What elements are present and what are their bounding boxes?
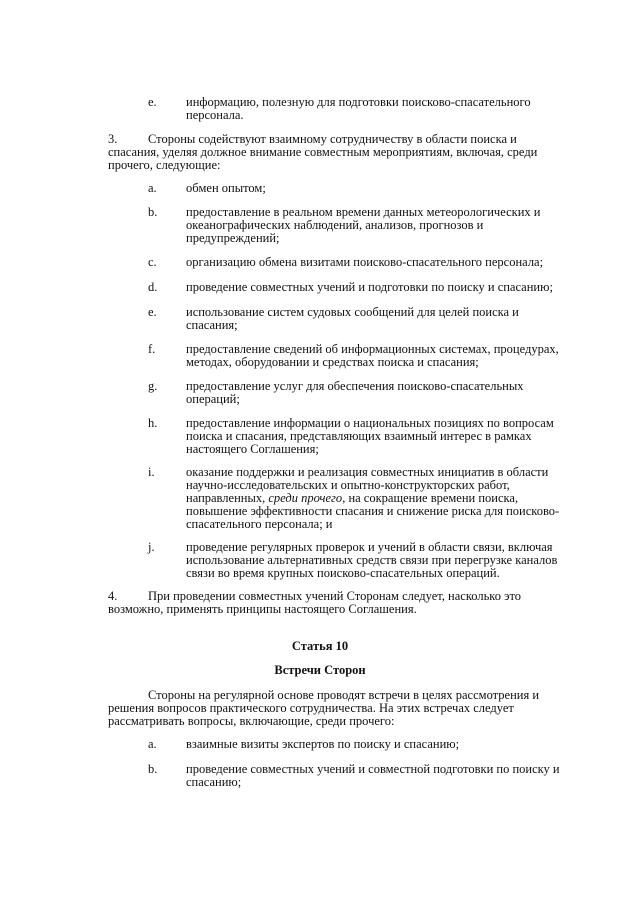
paragraph-number: 3. [108, 132, 118, 146]
list-item-text [186, 417, 571, 456]
text-line: спасания, уделяя должное внимание совместным мероприятиям, включая, среди [108, 145, 538, 159]
list-item-letter: h. [148, 416, 158, 430]
list-item-letter: d. [148, 280, 158, 294]
text-line: прочего, следующие: [108, 158, 221, 172]
text-line: предоставление информации о национальных позициях по вопросам [186, 416, 554, 430]
paragraph-lead-line: При проведении совместных учений Сторонам следует, насколько это [148, 589, 522, 603]
list-item-text [186, 256, 571, 269]
list-item-letter: a. [148, 181, 157, 195]
list-item-letter: c. [148, 255, 157, 269]
text-line: оказание поддержки и реализация совместных инициатив в области [186, 465, 549, 479]
paragraph-body [108, 603, 558, 616]
article-number: Статья 10 [291, 639, 349, 653]
list-item-text [186, 763, 571, 789]
text-line: спасанию; [186, 775, 242, 789]
text-line: взаимные визиты экспертов по поиску и спасанию; [186, 737, 460, 751]
paragraph-lead-line: Стороны содействуют взаимному сотрудничеству в области поиска и [148, 132, 517, 146]
list-item-letter: i. [148, 465, 155, 479]
text-line: поиска и спасания, представляющих взаимный интерес в рамках [186, 429, 532, 443]
text-line: проведение совместных учений и совместной подготовки по поиску и [186, 762, 560, 776]
text-line: использование систем судовых сообщений для целей поиска и [186, 305, 519, 319]
list-item-letter: a. [148, 737, 157, 751]
list-item-letter: e. [148, 95, 157, 109]
text-line: спасательного персонала; и [186, 517, 333, 531]
list-item-letter: j. [148, 540, 155, 554]
text-line: организацию обмена визитами поисково-спасательного персонала; [186, 255, 544, 269]
article-title: Встречи Сторон [274, 663, 366, 677]
list-item-text [186, 281, 571, 294]
list-item-letter: e. [148, 305, 157, 319]
text-line: океанографических наблюдений, анализов, прогнозов и [186, 218, 484, 232]
list-item-letter: g. [148, 379, 158, 393]
text-line: предоставление в реальном времени данных метеорологических и [186, 205, 541, 219]
text-line: возможно, применять принципы настоящего Соглашения. [108, 602, 417, 616]
paragraph-lead-line: Стороны на регулярной основе проводят встречи в целях рассмотрения и [148, 688, 540, 702]
list-item-text [186, 541, 571, 580]
text-line: повышение эффективности спасания и снижение риска для поисково- [186, 504, 560, 518]
text-line: методах, оборудовании и средствах поиска и спасания; [186, 355, 479, 369]
text-line: использование альтернативных средств связи при перегрузке каналов [186, 553, 558, 567]
text-line: информацию, полезную для подготовки поисково-спасательного [186, 95, 531, 109]
list-item-text [186, 343, 571, 369]
text-line: спасания; [186, 318, 238, 332]
paragraph-body [108, 146, 558, 172]
list-item-letter: b. [148, 205, 158, 219]
list-item-letter: f. [148, 342, 156, 356]
list-item-text [186, 182, 571, 195]
text-line: проведение регулярных проверок и учений в области связи, включая [186, 540, 553, 554]
text-line: научно-исследовательских и опытно-конструкторских работ, [186, 478, 510, 492]
text-line: направленных, среди прочего, на сокращение времени поиска, [186, 491, 519, 505]
text-line: связи во время крупных поисково-спасательных операций. [186, 566, 500, 580]
list-item-text [186, 380, 571, 406]
list-item-text [186, 738, 571, 751]
text-line: предупреждений; [186, 231, 280, 245]
list-item-text [186, 306, 571, 332]
list-item-text [186, 206, 571, 245]
paragraph-number: 4. [108, 589, 118, 603]
list-item-text [186, 466, 571, 531]
text-line: настоящего Соглашения; [186, 442, 319, 456]
text-line: предоставление сведений об информационных системах, процедурах, [186, 342, 559, 356]
text-line: предоставление услуг для обеспечения поисково-спасательных [186, 379, 524, 393]
paragraph-body [108, 702, 558, 728]
text-line: рассматривать вопросы, включающие, среди прочего: [108, 714, 395, 728]
list-item-text [186, 96, 571, 122]
list-item-letter: b. [148, 762, 158, 776]
text-line: обмен опытом; [186, 181, 266, 195]
text-line: персонала. [186, 108, 244, 122]
text-line: операций; [186, 392, 240, 406]
text-line: решения вопросов практического сотрудничества. На этих встречах следует [108, 701, 514, 715]
text-line: проведение совместных учений и подготовки по поиску и спасанию; [186, 280, 553, 294]
